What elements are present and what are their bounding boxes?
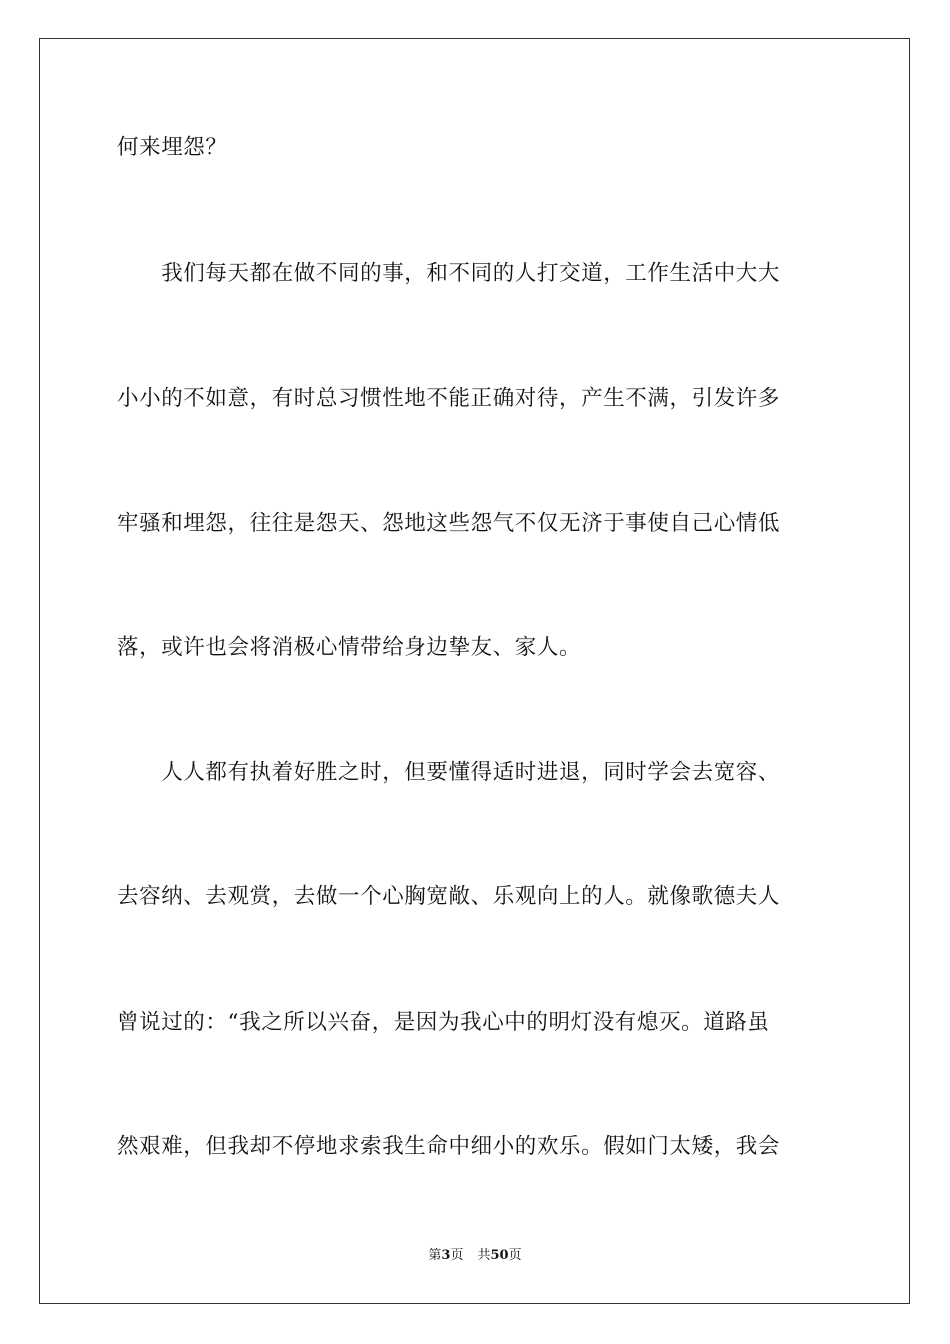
total-label-suffix: 页	[508, 1248, 522, 1263]
page-label-prefix: 第	[428, 1248, 442, 1263]
paragraph-line: 落，或许也会将消极心情带给身边挚友、家人。	[117, 635, 582, 660]
current-page-number: 3	[441, 1248, 451, 1263]
page-label-suffix: 页	[450, 1248, 464, 1263]
paragraph-line: 去容纳、去观赏，去做一个心胸宽敞、乐观向上的人。就像歌德夫人	[117, 884, 781, 909]
total-pages-number: 50	[490, 1248, 509, 1263]
paragraph-line: 人人都有执着好胜之时，但要懂得适时进退，同时学会去宽容、	[117, 760, 781, 785]
paragraph-line: 然艰难，但我却不停地求索我生命中细小的欢乐。假如门太矮，我会	[117, 1134, 781, 1159]
total-label-prefix: 共	[477, 1248, 491, 1263]
paragraph-line: 曾说过的：“我之所以兴奋，是因为我心中的明灯没有熄灭。道路虽	[117, 1010, 770, 1035]
paragraph-line: 小小的不如意，有时总习惯性地不能正确对待，产生不满，引发许多	[117, 386, 781, 411]
page-footer	[0, 1247, 950, 1265]
paragraph-line: 牢骚和埋怨，往往是怨天、怨地这些怨气不仅无济于事使自己心情低	[117, 511, 781, 536]
paragraph-line: 我们每天都在做不同的事，和不同的人打交道，工作生活中大大	[117, 261, 781, 286]
page-border	[39, 38, 910, 1304]
paragraph-line: 何来埋怨？	[117, 135, 228, 160]
